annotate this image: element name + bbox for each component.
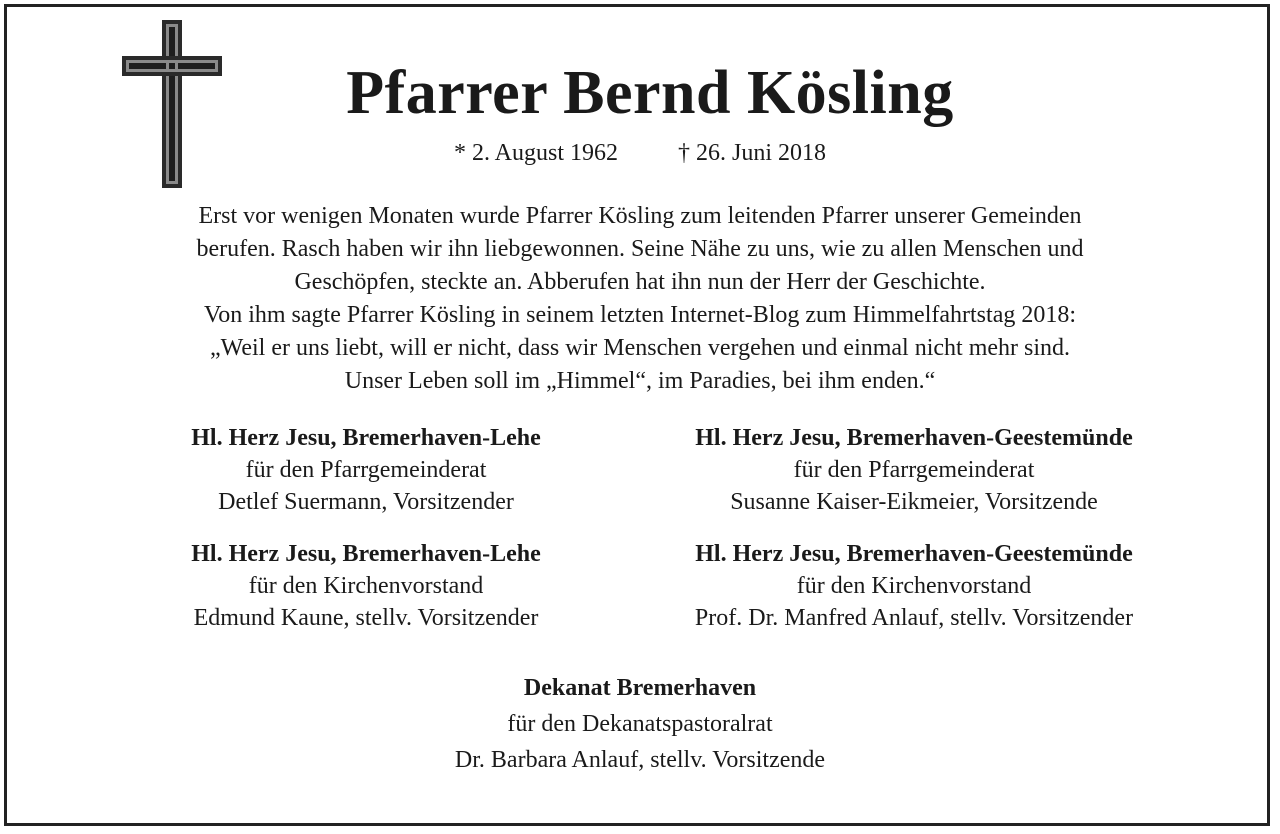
signature-block bbox=[340, 670, 940, 778]
text-line: Von ihm sagte Pfarrer Kösling in seinem letzten Internet-Blog zum Himmelfahrtstag 2018: bbox=[203, 302, 1077, 328]
signature-body: für den Kirchenvorstand bbox=[248, 573, 484, 599]
birth-date: * 2. August 1962 bbox=[453, 140, 618, 166]
signature-body: für den Pfarrgemeinderat bbox=[245, 457, 487, 483]
deceased-name: Pfarrer Bernd Kösling bbox=[346, 59, 954, 127]
text-line: Unser Leben soll im „Himmel“, im Paradies, bei ihm enden.“ bbox=[344, 368, 936, 394]
signature-person: Prof. Dr. Manfred Anlauf, stellv. Vorsitzender bbox=[694, 605, 1134, 631]
text-line: Geschöpfen, steckte an. Abberufen hat ihn nun der Herr der Geschichte. bbox=[294, 269, 986, 295]
signature-body: für den Pfarrgemeinderat bbox=[793, 457, 1035, 483]
signature-person: Detlef Suermann, Vorsitzender bbox=[218, 489, 514, 515]
life-dates bbox=[0, 140, 1280, 167]
signature-org: Hl. Herz Jesu, Bremerhaven-Geestemünde bbox=[695, 541, 1133, 567]
signature-org: Hl. Herz Jesu, Bremerhaven-Lehe bbox=[191, 541, 541, 567]
signature-person: Susanne Kaiser-Eikmeier, Vorsitzende bbox=[730, 489, 1098, 515]
signature-org: Dekanat Bremerhaven bbox=[523, 675, 757, 701]
signature-org: Hl. Herz Jesu, Bremerhaven-Geestemünde bbox=[695, 425, 1133, 451]
signature-org: Hl. Herz Jesu, Bremerhaven-Lehe bbox=[191, 425, 541, 451]
signature-person: Dr. Barbara Anlauf, stellv. Vorsitzende bbox=[454, 747, 826, 773]
text-line: „Weil er uns liebt, will er nicht, dass wir Menschen vergehen und einmal nicht mehr sind. bbox=[209, 335, 1071, 361]
signature-block bbox=[614, 422, 1214, 518]
signature-body: für den Kirchenvorstand bbox=[796, 573, 1032, 599]
signature-person: Edmund Kaune, stellv. Vorsitzender bbox=[193, 605, 539, 631]
text-line: berufen. Rasch haben wir ihn liebgewonnen. Seine Nähe zu uns, wie zu allen Menschen und bbox=[196, 236, 1084, 262]
text-line: Erst vor wenigen Monaten wurde Pfarrer Kösling zum leitenden Pfarrer unserer Gemeinden bbox=[198, 203, 1082, 229]
signature-block bbox=[66, 538, 666, 634]
signature-block bbox=[614, 538, 1214, 634]
death-date: † 26. Juni 2018 bbox=[678, 140, 827, 166]
signature-body: für den Dekanatspastoralrat bbox=[507, 711, 773, 737]
obituary-text bbox=[0, 200, 1280, 398]
signature-block bbox=[66, 422, 666, 518]
